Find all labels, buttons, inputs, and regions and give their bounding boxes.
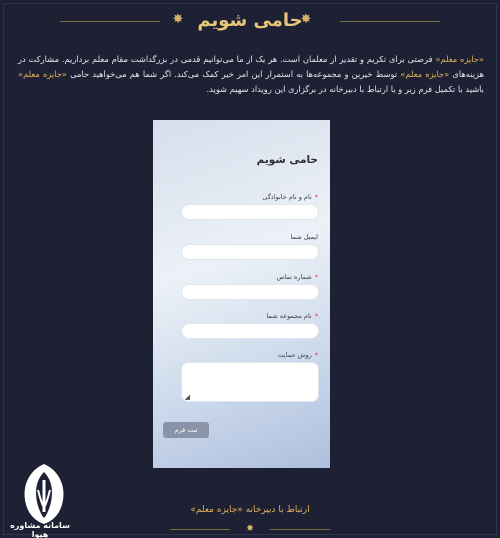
field-label-fullname: *نام و نام خانوادگی [262,193,318,201]
section-header [0,8,500,36]
field-label-phone: *شماره تماس [276,273,318,281]
intro-text: توسط خیرین و مجموعه‌ها به استمرار این امر خیر کمک می‌کند. اگر شما هم می‌خواهید حامی [66,69,401,79]
intro-text: فرصتی برای تکریم و تقدیر از معلمان است. هر یک از ما می‌توانیم قدمی در بزرگداشت مقام معلم برداریم. مشارکت در هزینه‌های [18,54,485,79]
intro-paragraph [18,52,484,97]
required-marker: * [314,193,318,201]
required-marker: * [314,312,318,320]
fullname-input[interactable] [181,204,319,220]
field-label-organization: *نام مجموعه شما [266,312,318,320]
ornament-icon: ✸ [300,12,312,27]
footer-line-right [270,529,330,530]
field-label-email: ایمیل شما [290,233,318,241]
resize-handle-icon[interactable]: ◢ [184,393,190,401]
required-marker: * [314,273,318,281]
page-title: حامی شویم [197,10,303,31]
footer-ornament [170,524,330,534]
required-marker: * [314,351,318,359]
organization-input[interactable] [181,323,319,339]
phone-input[interactable] [181,284,319,300]
support-method-textarea[interactable] [181,362,319,402]
highlight-award: «جایزه معلم» [18,69,67,79]
field-label-support-method: *روش حمایت [277,351,318,359]
highlight-award: «جایزه معلم» [400,69,450,79]
highlight-award: «جایزه معلم» [435,54,484,64]
ornament-icon: ✸ [172,12,184,27]
footer-line-left [170,529,230,530]
ornament-icon: ✸ [246,524,254,534]
form-title: حامی شویم [256,154,318,166]
email-input[interactable] [181,244,319,260]
submit-button[interactable]: ثبت فرم [163,422,209,438]
intro-text: باشید با تکمیل فرم زیر و یا ارتباط با دبیرخانه در برگزاری این رویداد سهیم شوید. [206,84,484,94]
logo-text: سامانه مشاوره هپوا [10,521,70,538]
sponsor-form [153,120,330,468]
contact-secretariat-link[interactable]: ارتباط با دبیرخانه «جایزه معلم» [190,505,310,515]
